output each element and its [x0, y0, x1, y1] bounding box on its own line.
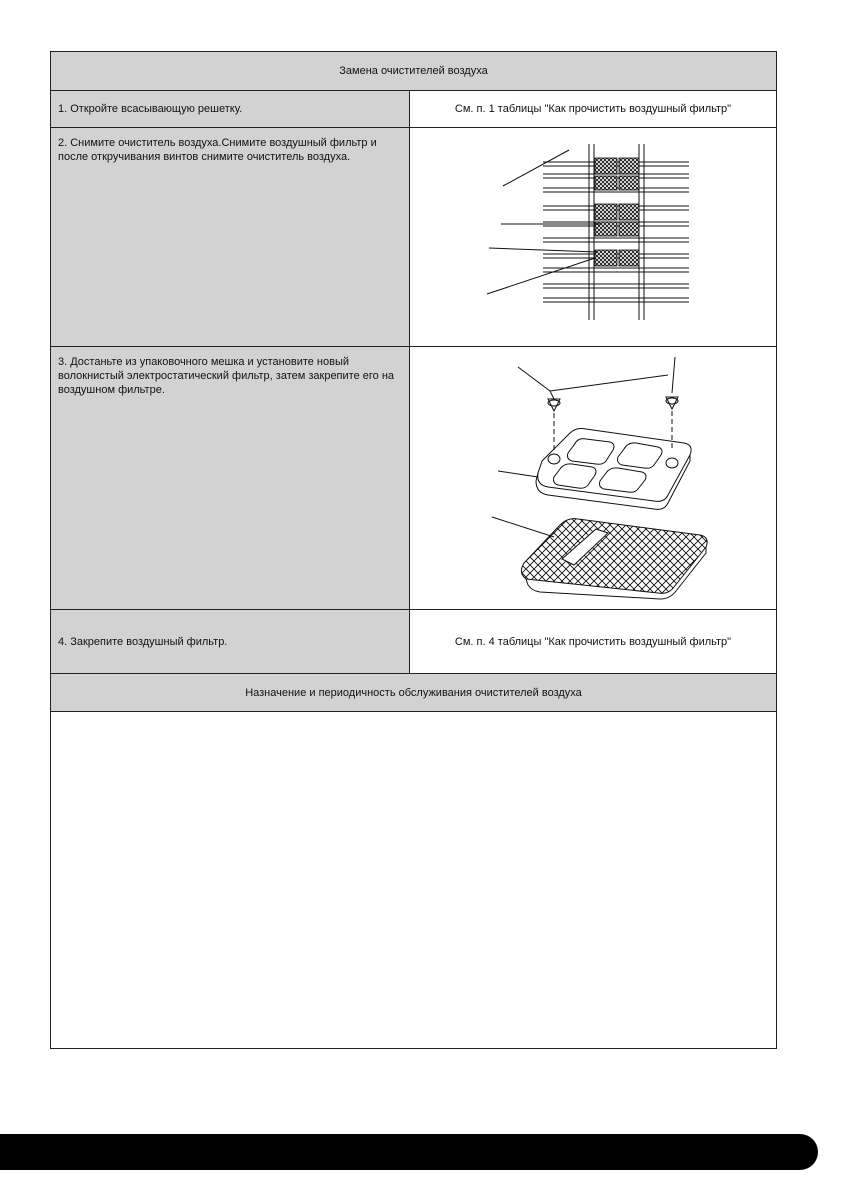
section-header-replacement: [51, 52, 776, 90]
filter-install-cell: [410, 347, 776, 609]
step-text: 1. Откройте всасывающую решетку.: [51, 91, 410, 127]
section-title: Замена очистителей воздуха: [339, 65, 488, 77]
step-text: 2. Снимите очиститель воздуха.Снимите воздушный фильтр и после откручивания винтов снимите очиститель воздуха.: [51, 128, 410, 346]
step-row-4: [51, 609, 776, 673]
step-row-2: [51, 127, 776, 346]
step-row-1: [51, 90, 776, 127]
step-reference: См. п. 4 таблицы "Как прочистить воздушный фильтр": [410, 610, 776, 673]
filter-grid-illustration: [483, 142, 703, 332]
section-header-schedule: [51, 673, 776, 711]
step-reference: См. п. 1 таблицы "Как прочистить воздушный фильтр": [410, 91, 776, 127]
step-text: 4. Закрепите воздушный фильтр.: [51, 610, 410, 673]
section-title: Назначение и периодичность обслуживания очистителей воздуха: [245, 686, 582, 699]
filter-grid-cell: [410, 128, 776, 346]
step-text: 3. Достаньте из упаковочного мешка и установите новый волокнистый электростатический фильтр, затем закрепите его на воздушном фильтре.: [51, 347, 410, 609]
filter-install-illustration: [478, 353, 708, 603]
footer-bar: [0, 1134, 818, 1170]
maintenance-table: [50, 51, 777, 1049]
schedule-content-area: [51, 711, 776, 1048]
step-row-3: [51, 346, 776, 609]
